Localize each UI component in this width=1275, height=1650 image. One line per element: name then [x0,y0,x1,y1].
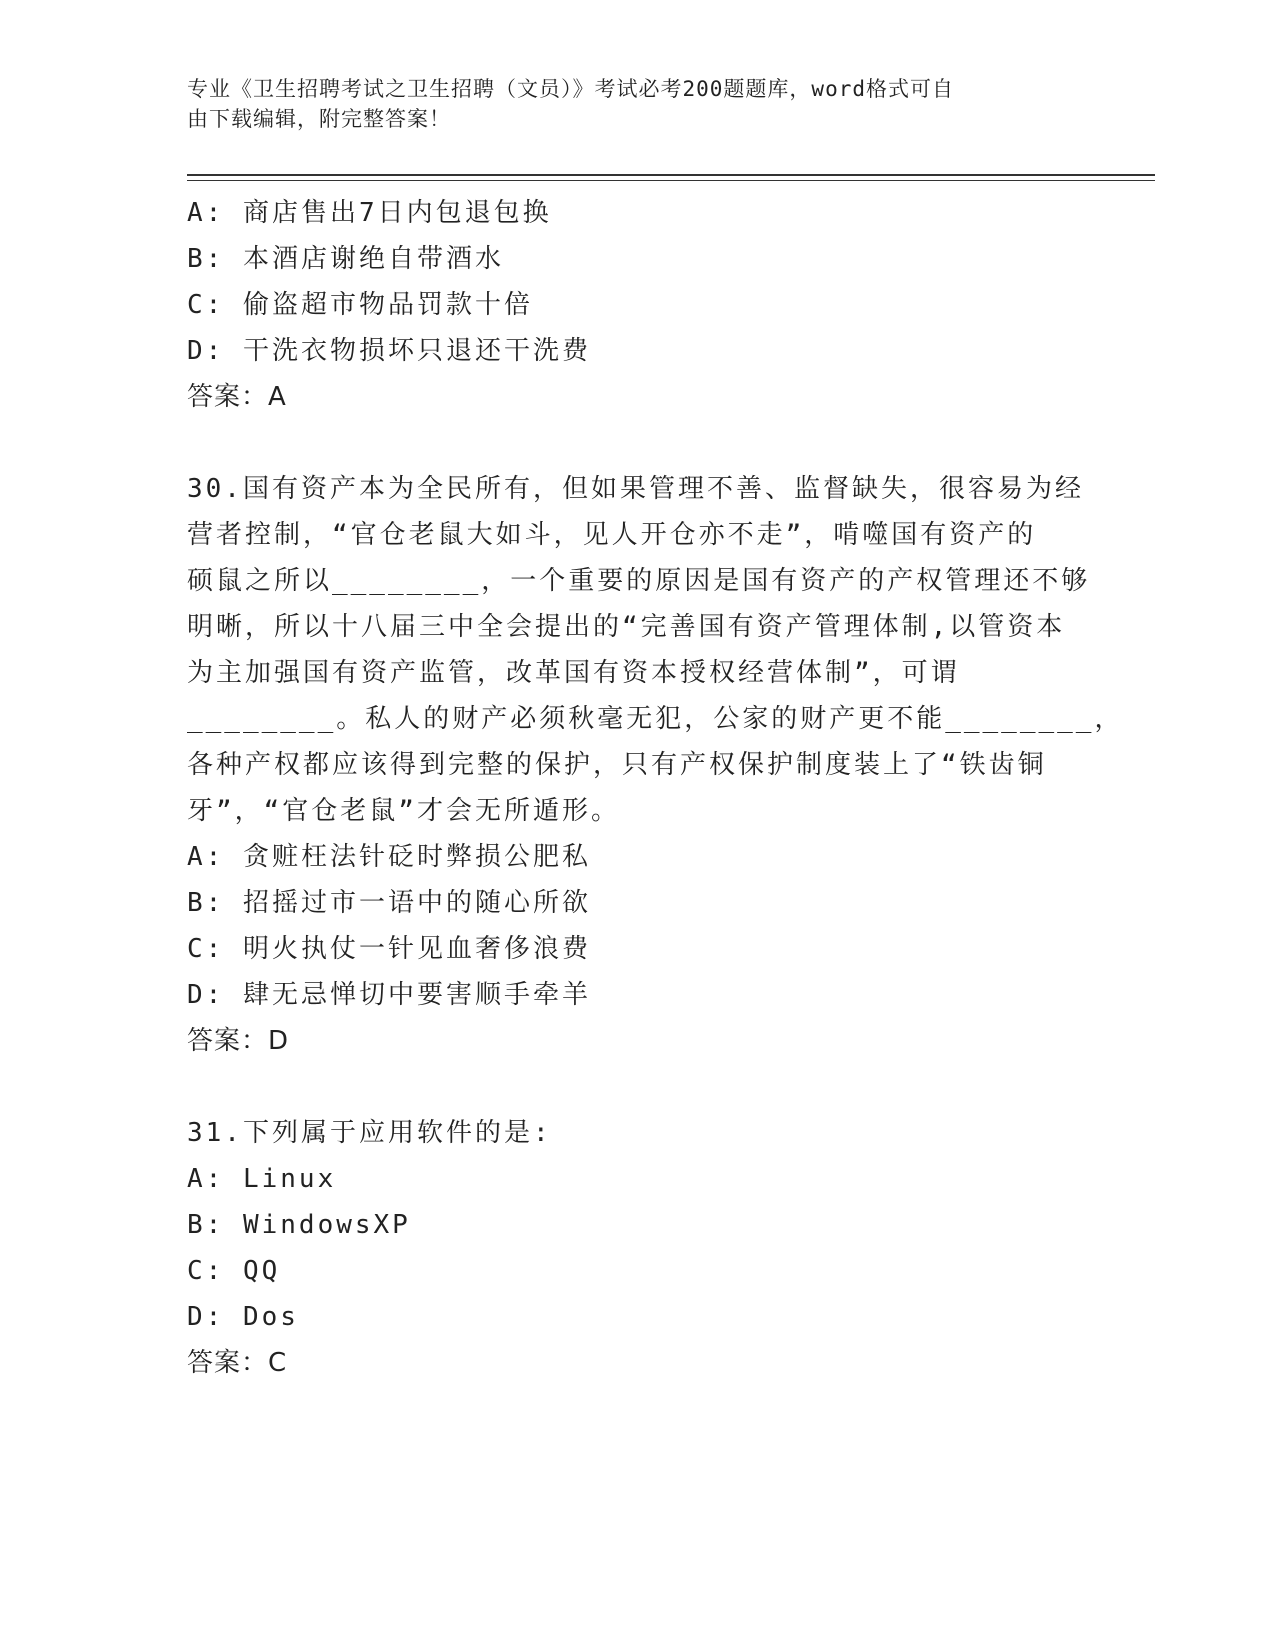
stem-line: 明晰，所以十八届三中全会提出的“完善国有资产管理体制,以管资本 [187,612,1066,642]
option-d: D: 干洗衣物损坏只退还干洗费 [187,336,591,366]
option-a: A: Linux [187,1164,337,1194]
option-a: A: 商店售出7日内包退包换 [187,198,552,228]
question-31 [187,1110,1087,1386]
stem-line: 硕鼠之所以________，一个重要的原因是国有资产的产权管理还不够 [187,566,1091,596]
option-d: D: Dos [187,1302,299,1332]
stem-line: 各种产权都应该得到完整的保护，只有产权保护制度装上了“铁齿铜 [187,750,1047,780]
question-stem [187,466,1124,834]
spacer [187,1064,1087,1110]
option-b: B: WindowsXP [187,1210,411,1240]
option-b: B: 本酒店谢绝自带酒水 [187,244,504,274]
option-b: B: 招摇过市一语中的随心所欲 [187,888,591,918]
stem-line: 30.国有资产本为全民所有，但如果管理不善、监督缺失，很容易为经 [187,474,1084,504]
answer-line: 答案：A [187,382,287,412]
option-c: C: 偷盗超市物品罚款十倍 [187,290,533,320]
answer-line: 答案：D [187,1026,290,1056]
header-line-2: 由下载编辑，附完整答案！ [187,107,451,131]
question-29 [187,190,1087,420]
header-divider-thick [187,174,1155,176]
stem-line: 营者控制，“官仓老鼠大如斗，见人开仓亦不走”，啃噬国有资产的 [187,520,1037,550]
spacer [187,420,1087,466]
question-list [187,190,1124,1386]
header-divider-thin [187,180,1155,181]
option-a: A: 贪赃枉法针砭时弊损公肥私 [187,842,591,872]
option-d: D: 肆无忌惮切中要害顺手牵羊 [187,980,591,1010]
stem-line: ________。私人的财产必须秋毫无犯，公家的财产更不能________， [187,704,1124,734]
question-30 [187,466,1124,1064]
stem-line: 牙”，“官仓老鼠”才会无所遁形。 [187,796,620,826]
document-header [187,74,1067,134]
option-c: C: 明火执仗一针见血奢侈浪费 [187,934,591,964]
option-c: C: QQ [187,1256,281,1286]
header-line-1: 专业《卫生招聘考试之卫生招聘（文员）》考试必考200题题库，word格式可自 [187,77,954,101]
stem-line: 为主加强国有资产监管，改革国有资本授权经营体制”，可谓 [187,658,960,688]
question-stem: 31.下列属于应用软件的是: [187,1118,552,1148]
answer-line: 答案：C [187,1348,288,1378]
